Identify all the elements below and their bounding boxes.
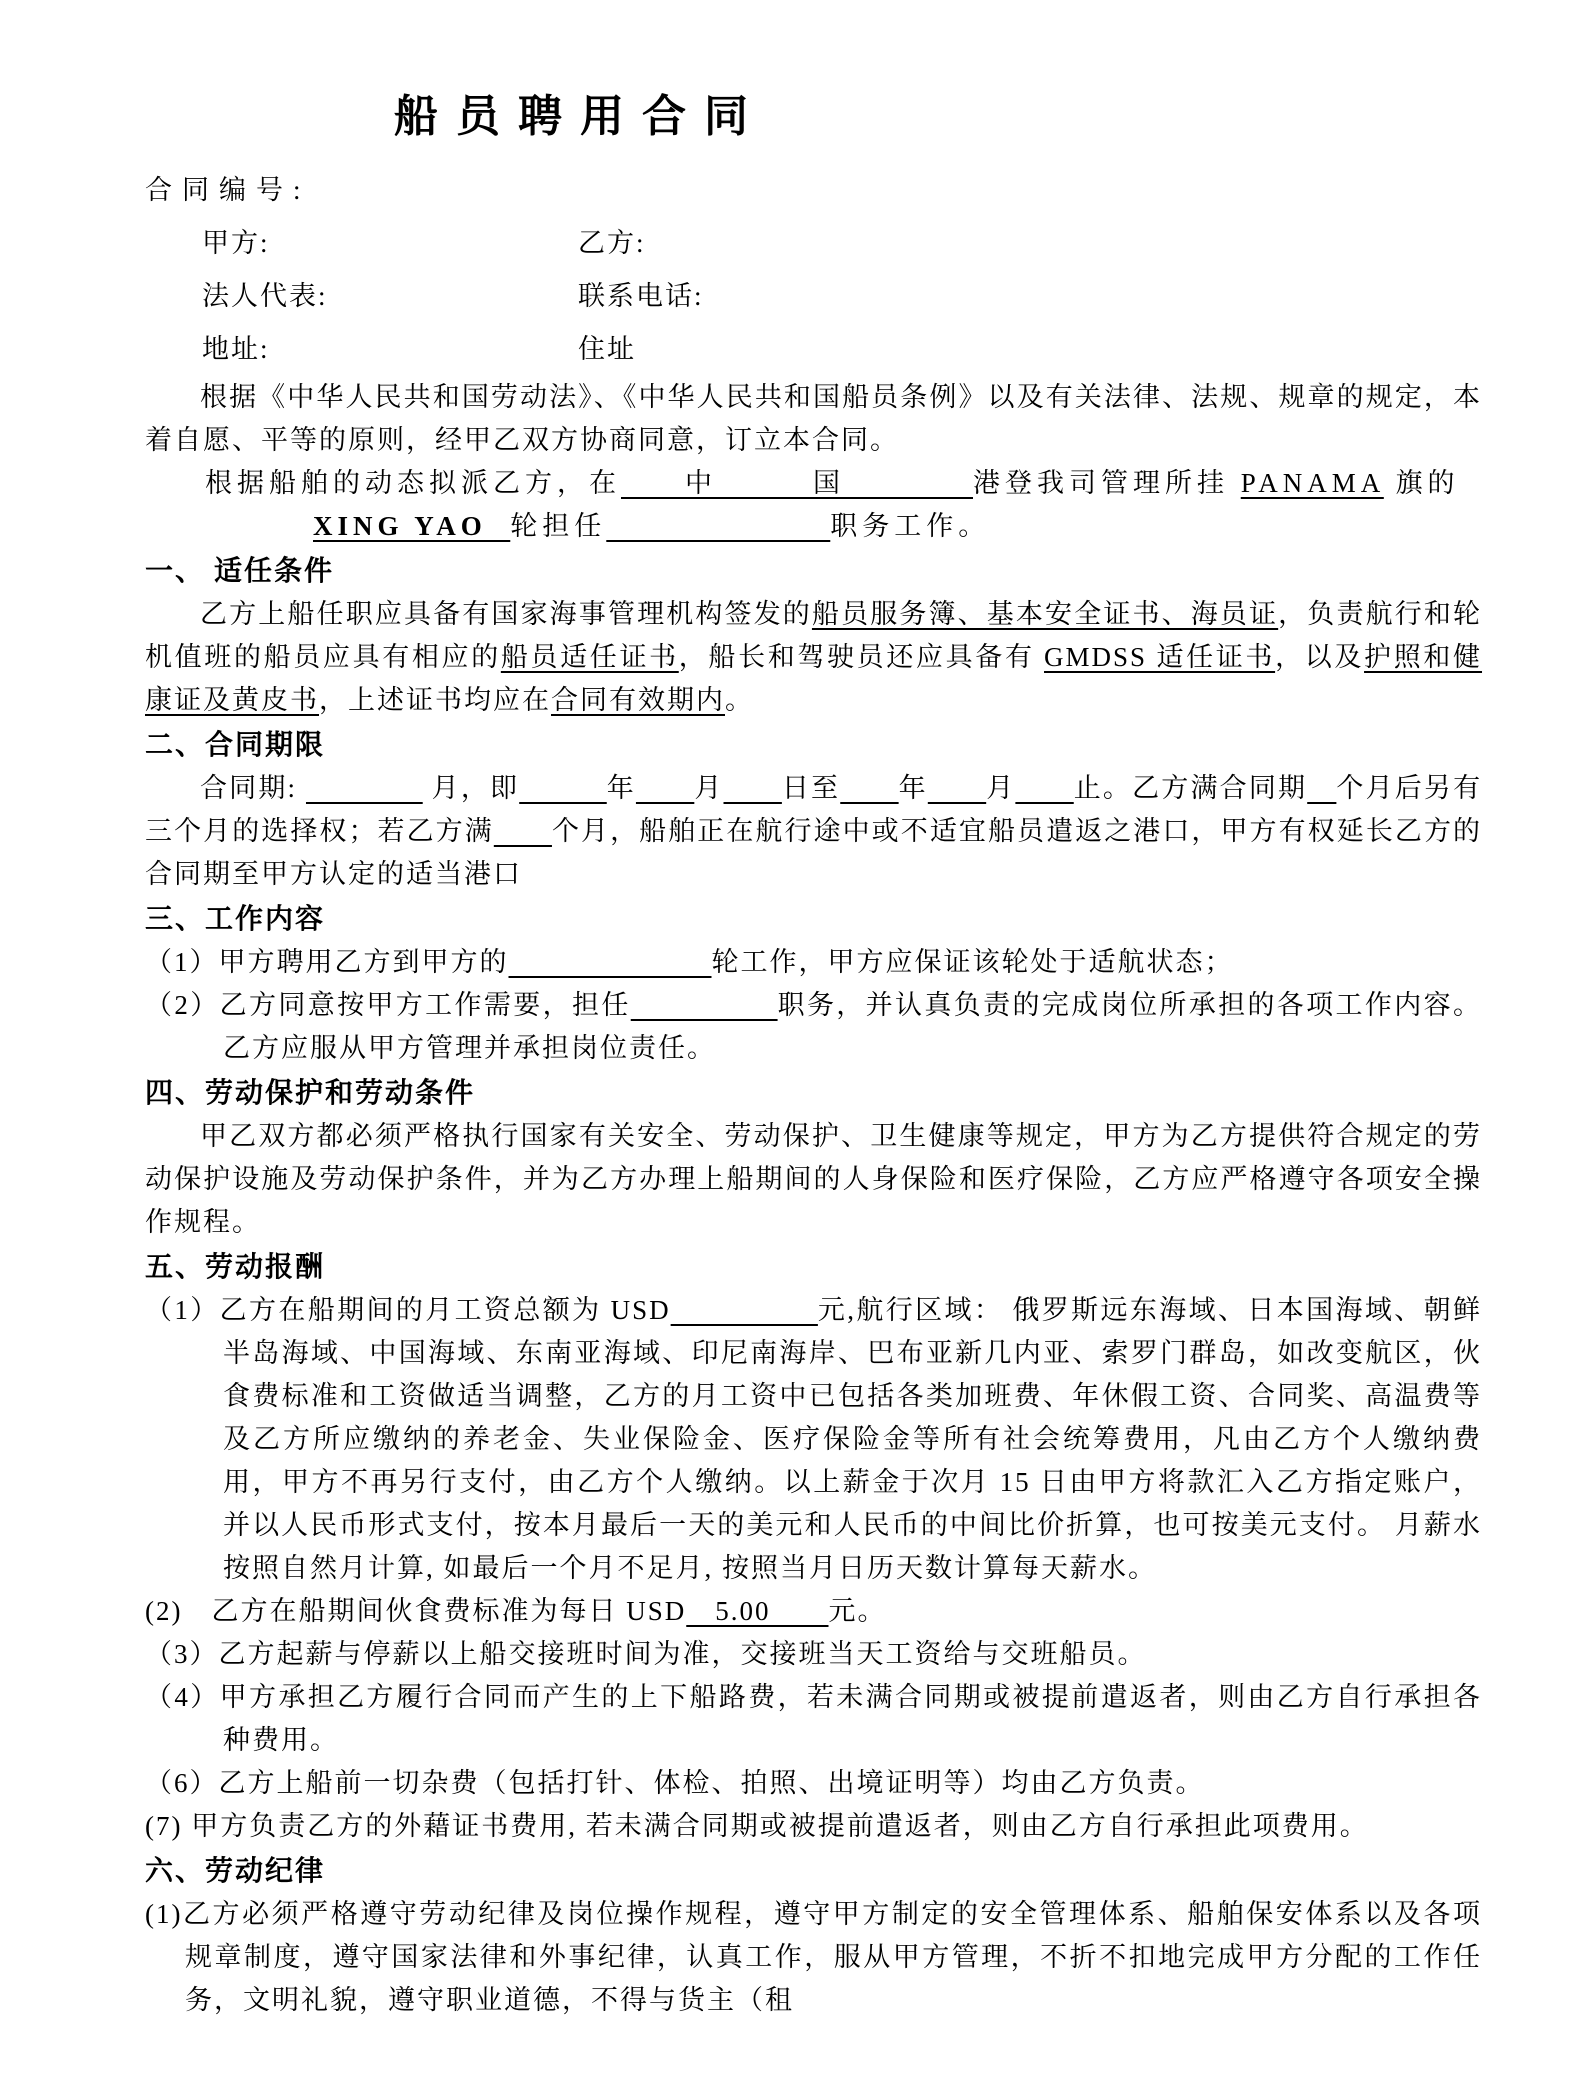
section-heading [145,724,1482,767]
contract-no-label: 合同编号: [145,175,311,205]
text-segment: （6）乙方上船前一切杂费（包括打针、体检、拍照、出境证明等）均由乙方负责。 [145,1768,1205,1798]
text-segment: 轮工作，甲方应保证该轮处于适航状态； [711,947,1234,977]
numbered-clause [145,941,1482,984]
party-a-label: 甲方: [202,228,270,258]
text-segment: 职务工作。 [830,511,991,541]
blank-fill-line [840,773,898,803]
paragraph [145,376,1482,462]
text-segment: 个月，船舶正在航行途中或不适宜船员遣返之港口，甲方有权延长乙方的合同期至甲方认定的适当港口 [145,816,1483,889]
text-segment: 。 [725,685,754,715]
underlined-text: 护照和健康证及黄皮书 [145,642,1483,715]
legal-rep-label: 法人代表: [202,281,328,311]
text-segment: （4）甲方承担乙方履行合同而产生的上下船路费，若未满合同期或被提前遣返者，则由乙方自行承担各种费用。 [145,1682,1482,1755]
underlined-text: 5.00 [686,1596,829,1626]
blank-fill-line [636,773,694,803]
blank-fill-line [509,947,712,977]
text-segment: 月 [694,773,724,803]
text-segment: 轮担任 [510,511,607,541]
text-segment: （1）甲方聘用乙方到甲方的 [145,947,509,977]
underlined-text: XING YAO [313,511,511,541]
numbered-clause [145,1893,1482,2022]
text-segment: 旗的 [1383,468,1460,498]
text-segment: 年 [898,773,928,803]
address-label: 地址: [202,334,270,364]
text-segment: 甲乙双方都必须严格执行国家有关安全、劳动保护、卫生健康等规定，甲方为乙方提供符合规定的劳动保护设施及劳动保护条件，并为乙方办理上船期间的人身保险和医疗保险，乙方应严格遵守各项安全操作规程。 [145,1121,1482,1237]
section-heading [145,1850,1482,1893]
text-segment: 元,航行区域： 俄罗斯远东海域、日本国海域、朝鲜半岛海域、中国海域、东南亚海域、印尼南海岸、巴布亚新几内亚、索罗门群岛，如改变航区，伙食费标准和工资做适当调整，乙方的月工资中已包括各类加班费、年休假工资、合同奖、高温费等及乙方所应缴纳的养老金、失业保险金、医疗保险金等所有社会统筹费用，凡由乙方个人缴纳费用，甲方不再另行支付，由乙方个人缴纳。以上薪金于次月 15 日由甲方将款汇入乙方指定账户，并以人民币形式支付，按本月最后一天的美元和人民币的中间比价折算，也可按美元支付。 月薪水按照自然月计算, 如最后一个月不足月, 按照当月日历天数计算每天薪水。 [223,1295,1483,1583]
text-segment: 月 [986,773,1016,803]
text-segment: 年 [606,773,636,803]
parties-row [145,217,1482,270]
text-segment: ，负责航行和轮机值班的船员应具有相应的 [145,599,1483,672]
text-segment: 职务，并认真负责的完成岗位所承担的各项工作内容。乙方应服从甲方管理并承担岗位责任。 [223,990,1483,1063]
blank-fill-line [631,990,778,1020]
text-segment: 一、 适任条件 [145,556,335,587]
phone-label: 联系电话: [578,281,704,311]
underlined-text: PANAMA [1240,468,1384,498]
text-segment: 根据《中华人民共和国劳动法》、《中华人民共和国船员条例》以及有关法律、法规、规章的规定，本着自愿、平等的原则，经甲乙双方协商同意，订立本合同。 [145,382,1482,455]
blank-fill-line [519,773,607,803]
text-segment: 合同期: [200,773,306,803]
blank-fill-line [1307,773,1336,803]
text-segment: 二、合同期限 [145,730,326,761]
section-heading [145,1246,1482,1289]
blank-fill-line [724,773,782,803]
text-segment: (7) 甲方负责乙方的外藉证书费用, 若未满合同期或被提前遣返者，则由乙方自行承担此项费用。 [145,1811,1369,1841]
paragraph [145,462,1482,505]
text-segment: 乙方上船任职应具备有国家海事管理机构签发的 [200,599,812,629]
text-segment: 止。乙方满合同期 [1073,773,1308,803]
blank-fill-line [1015,773,1073,803]
legal-rep-row [145,270,1482,323]
section-heading [145,1072,1482,1115]
numbered-clause [145,1590,1482,1633]
underlined-text: 合同有效期内 [551,685,725,715]
blank-fill-line [928,773,986,803]
numbered-clause [145,1805,1482,1848]
residence-label: 住址 [578,334,636,364]
text-segment: 个月后另有三个月的选择权；若乙方满 [145,773,1483,846]
text-segment: 港登我司管理所挂 [973,468,1241,498]
paragraph [145,593,1482,722]
paragraph [145,505,1482,548]
section-heading [145,898,1482,941]
text-segment: 元。 [828,1596,887,1626]
text-segment: (1)乙方必须严格遵守劳动纪律及岗位操作规程，遵守甲方制定的安全管理体系、船舶保安体系以及各项规章制度，遵守国家法律和外事纪律，认真工作，服从甲方管理，不折不扣地完成甲方分配的工作任务，文明礼貌，遵守职业道德，不得与货主（租 [145,1899,1482,2015]
text-segment: 六、劳动纪律 [145,1856,326,1887]
blank-fill-line [306,773,423,803]
numbered-clause [145,1633,1482,1676]
text-segment: 根据船舶的动态拟派乙方，在 [205,468,621,498]
paragraph [145,1115,1482,1244]
text-segment: 五、劳动报酬 [145,1252,326,1283]
paragraph [145,767,1482,896]
blank-fill-line [494,816,552,846]
text-segment: （2）乙方同意按甲方工作需要，担任 [145,990,631,1020]
contract-body [145,376,1482,2022]
text-segment: （1）乙方在船期间的月工资总额为 USD [145,1295,671,1325]
text-segment: ，船长和驾驶员还应具备有 [678,642,1045,672]
section-heading [145,550,1482,593]
address-row [145,323,1482,376]
underlined-text: 中 国 [621,468,973,498]
text-segment: 三、工作内容 [145,904,326,935]
text-segment: ，上述证书均应在 [319,685,551,715]
blank-fill-line [606,511,830,541]
blank-fill-line [671,1295,818,1325]
underlined-text: GMDSS 适任证书 [1044,642,1276,672]
text-segment: (2) 乙方在船期间伙食费标准为每日 USD [145,1596,687,1626]
contract-content [145,88,1482,2022]
text-segment: 月，即 [422,773,520,803]
text-segment: 日至 [781,773,841,803]
numbered-clause [145,984,1482,1070]
numbered-clause [145,1762,1482,1805]
party-b-label: 乙方: [578,228,646,258]
contract-title: 船员聘用合同 [394,92,766,141]
text-segment: 四、劳动保护和劳动条件 [145,1078,476,1109]
numbered-clause [145,1289,1482,1590]
text-segment: （3）乙方起薪与停薪以上船交接班时间为准，交接班当天工资给与交班船员。 [145,1639,1147,1669]
numbered-clause [145,1676,1482,1762]
text-segment: ，以及 [1275,642,1365,672]
underlined-text: 船员适任证书 [500,642,679,672]
contract-no-row [145,164,1482,217]
underlined-text: 船员服务簿、基本安全证书、海员证 [811,599,1279,629]
